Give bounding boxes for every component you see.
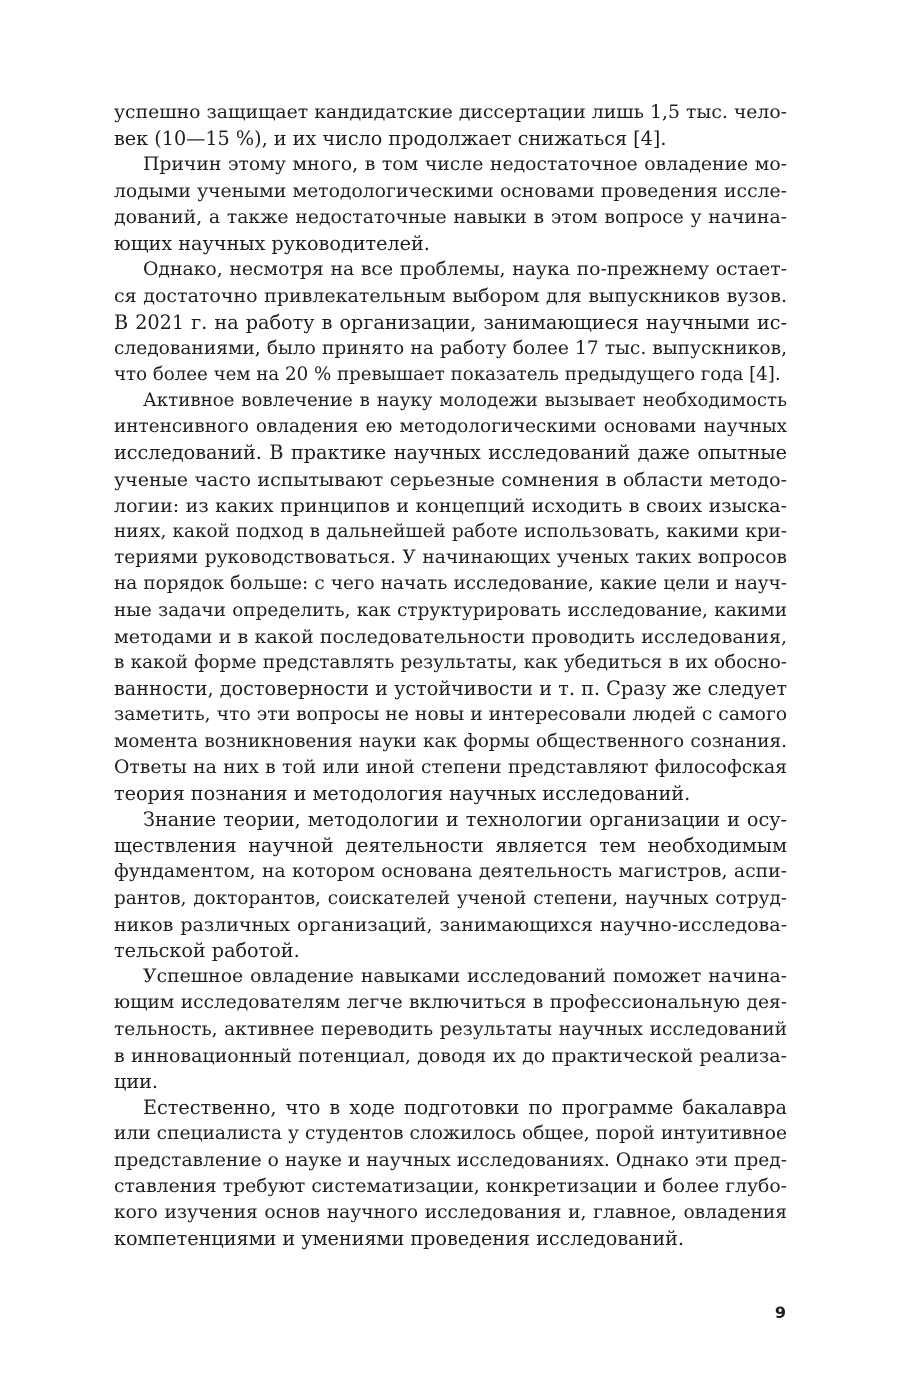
paragraph: [114, 152, 787, 257]
text-line: логии: из каких принципов и концепций исходить в своих изыска-: [114, 494, 787, 517]
paragraph: [114, 257, 787, 388]
text-line: фундаментом, на котором основана деятельность магистров, аспи-: [114, 861, 787, 883]
text-line: кого изучения основ научного исследования и, главное, овладения: [114, 1201, 787, 1223]
text-line: представление о науке и научных исследованиях. Однако эти пред-: [114, 1149, 787, 1171]
text-line: теория познания и методология научных исследований.: [114, 781, 691, 805]
text-line: Причин этому много, в том числе недостаточное овладение мо-: [143, 154, 787, 176]
text-line: следованиями, было принято на работу более 17 тыс. выпускников,: [114, 337, 787, 359]
paragraph: [114, 388, 787, 807]
page-number: 9: [774, 1303, 786, 1322]
text-line: ниях, какой подход в дальнейшей работе использовать, какими кри-: [114, 521, 787, 542]
text-line: ции.: [114, 1069, 159, 1093]
text-line: тельность, активнее переводить результаты научных исследований: [114, 1018, 787, 1040]
text-line: заметить, что эти вопросы не новы и интересовали людей с самого: [114, 704, 788, 726]
text-line: век (10—15 %), и их число продолжает снижаться [4].: [114, 127, 667, 151]
text-line: Активное вовлечение в науку молодежи вызывает необходимость: [143, 390, 787, 412]
text-line: успешно защищает кандидатские диссертации лишь 1,5 тыс. чело-: [114, 102, 787, 123]
text-line: лодыми учеными методологическими основами проведения иссле-: [114, 180, 787, 202]
text-line: ные задачи определить, как структурировать исследование, какими: [114, 599, 787, 621]
page-body: [114, 100, 787, 1252]
text-line: ников различных организаций, занимающихся научно-исследова-: [114, 913, 787, 936]
text-line: Ответы на них в той или иной степени представляют философская: [114, 756, 787, 778]
text-line: тельской работой.: [114, 939, 300, 962]
text-line: ставления требуют систематизации, конкретизации и более глубо-: [114, 1175, 787, 1197]
text-line: ся достаточно привлекательным выбором для выпускников вузов.: [114, 285, 787, 308]
text-line: исследований. В практике научных исследований даже опытные: [114, 441, 787, 465]
text-line: териями руководствоваться. У начинающих ученых таких вопросов: [114, 547, 787, 569]
text-line: В 2021 г. на работу в организации, занимающиеся научными ис-: [114, 310, 787, 334]
text-line: Успешное овладение навыками исследований поможет начина-: [143, 966, 787, 988]
paragraph: [114, 100, 787, 152]
text-line: в какой форме представлять результаты, как убедиться в их обосно-: [114, 651, 787, 673]
text-line: в инновационный потенциал, доводя их до практической реализа-: [114, 1044, 787, 1067]
text-line: методами и в какой последовательности проводить исследования,: [114, 625, 787, 648]
text-line: ванности, достоверности и устойчивости и т. п. Сразу же следует: [114, 677, 787, 701]
text-line: рантов, докторантов, соискателей ученой степени, научных сотруд-: [114, 887, 787, 909]
text-line: ученые часто испытывают серьезные сомнения в области методо-: [114, 468, 787, 491]
text-line: ющим исследователям легче включиться в профессиональную дея-: [114, 992, 787, 1014]
text-line: ющих научных руководителей.: [114, 231, 430, 255]
text-line: момента возникновения науки как формы общественного сознания.: [114, 730, 787, 752]
text-line: или специалиста у студентов сложилось общее, порой интуитивное: [114, 1123, 787, 1145]
paragraph: [114, 1095, 787, 1252]
text-line: Знание теории, методологии и технологии организации и осу-: [143, 808, 787, 832]
paragraph: [114, 964, 787, 1095]
text-line: компетенциями и умениями проведения исследований.: [114, 1227, 684, 1251]
text-line: что более чем на 20 % превышает показатель предыдущего года [4].: [114, 363, 781, 385]
text-line: ществления научной деятельности является тем необходимым: [114, 834, 787, 858]
text-line: Однако, несмотря на все проблемы, наука по-прежнему остает-: [143, 259, 787, 281]
paragraph: [114, 807, 787, 964]
text-line: интенсивного овладения ею методологическими основами научных: [114, 416, 787, 438]
text-line: на порядок больше: с чего начать исследование, какие цели и науч-: [114, 573, 787, 595]
text-line: Естественно, что в ходе подготовки по программе бакалавра: [143, 1096, 787, 1120]
text-line: дований, а также недостаточные навыки в этом вопросе у начина-: [114, 206, 787, 228]
